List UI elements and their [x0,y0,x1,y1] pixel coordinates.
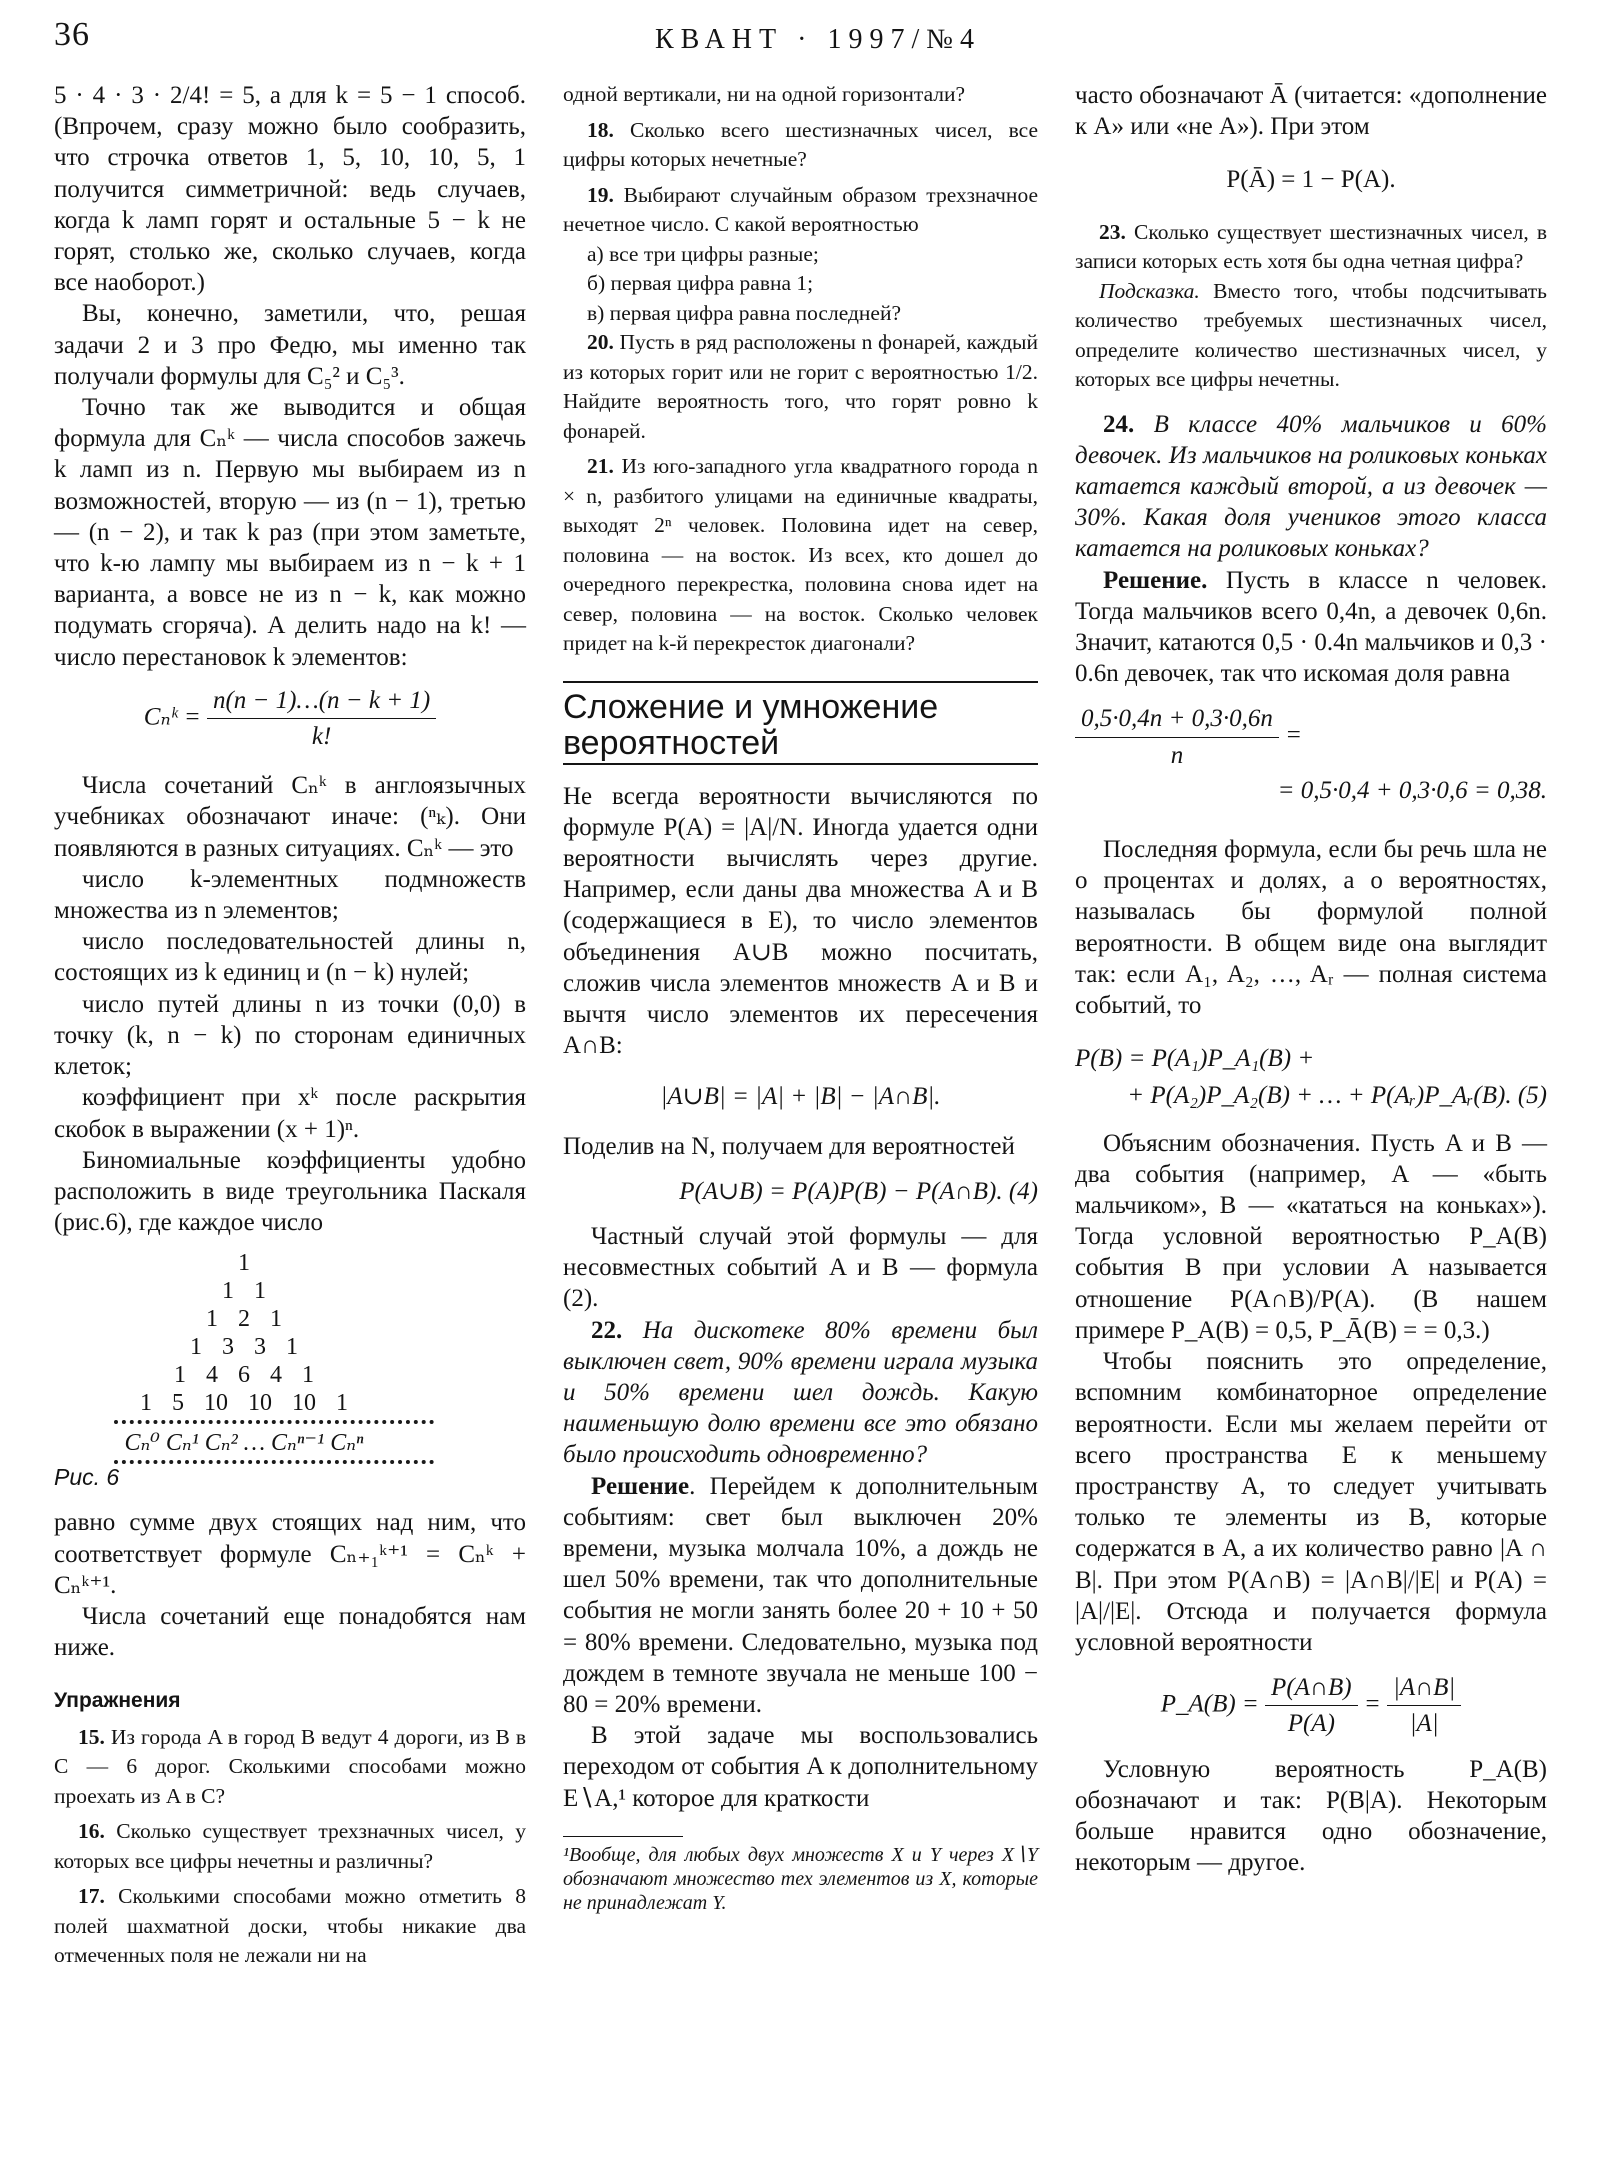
exercise-19-c: в) первая цифра равна последней? [587,300,901,325]
share-formula-result: = 0,5·0,4 + 0,3·0,6 = 0,38. [1277,776,1547,804]
pascal-number: 1 [286,1334,298,1361]
exercises-heading: Упражнения [54,1689,181,1713]
column-left [54,80,526,1971]
exercise-19 [563,181,1038,240]
list-item: число путей длины n из точки (0,0) в точку (k, n − k) по сторонам единичных клеток; [54,990,526,1081]
exercise-23 [1075,218,1547,277]
paragraph: Чтобы пояснить это определение, вспомним комбинаторное определение вероятности. Если мы желаем перейти от всего пространства E к меньшему пространству A, то следует учитывать только те элементы из B, которые содержатся в A, а их количество равно |A ∩ B|. При этом P(A∩B) = |A∩B|/|E| и P(A) = |A|/|E|. Отсюда и получается формула условной вероятности [1075,1348,1547,1656]
pascal-bottom-row: Cₙ⁰ Cₙ¹ Cₙ² … Cₙⁿ⁻¹ Cₙⁿ [124,1430,364,1457]
paragraph: Объясним обозначения. Пусть A и B — два события (например, A — «быть мальчиком», B — «кататься на коньках»). Тогда условной вероятностью P_A(B) события B при условии A называется отношение P(A∩B)/P(A). (В нашем примере P_A(B) = 0,5, P_Ā(B) = = 0,3.) [1075,1129,1547,1344]
exercise-number: 18. [587,117,614,142]
pascal-number: 10 [292,1390,316,1417]
column-middle [563,80,1038,1915]
pascal-number: 1 [336,1390,348,1417]
combination-formula [54,685,526,752]
list-item: коэффициент при xᵏ после раскрытия скобок в выражении (x + 1)ⁿ. [54,1084,526,1143]
pascal-row-2 [54,1276,434,1306]
pascal-number: 2 [238,1306,250,1333]
footnote: ¹Вообще, для любых двух множеств X и Y через X∖Y обозначают множество тех элементов из X, которые не принадлежат Y. [563,1843,1038,1914]
hint-23 [1075,277,1547,395]
paragraph: равно сумме двух стоящих над ним, что соответствует формуле Cₙ₊₁ᵏ⁺¹ = Cₙᵏ + Cₙᵏ⁺¹. [54,1509,526,1599]
exercise-19-a: а) все три цифры разные; [587,241,819,266]
exercise-text: В классе 40% мальчиков и 60% девочек. Из мальчиков на роликовых коньках катается каждый второй, а из девочек — 30%. Какая доля учеников этого класса катается на роликовых коньках? [1075,410,1547,563]
solution-label: Решение [591,1472,690,1500]
paragraph: Числа сочетаний еще понадобятся нам ниже. [54,1602,526,1662]
exercise-number: 24. [1103,410,1135,438]
solution-22 [563,1471,1038,1721]
pascal-number: 3 [222,1334,234,1361]
footnote-rule [563,1836,683,1837]
exercise-text: На дискотеке 80% времени был выключен свет, 90% времени играла музыка и 50% времени шел дождь. Какую наименьшую долю времени все это обязано было происходить одновременно? [563,1316,1039,1469]
paragraph: В этой задаче мы воспользовались переходом от события A к дополнительному E∖A,¹ которое для краткости [563,1722,1038,1812]
fraction-numerator: n(n − 1)…(n − k + 1) [207,685,436,719]
exercise-19-b: б) первая цифра равна 1; [587,271,814,295]
exercise-text: Сколькими способами можно отметить 8 полей шахматной доски, чтобы никакие два отмеченных поля не лежали ни на [54,1884,527,1968]
solution-label: Решение. [1103,566,1208,594]
list-item: число k-элементных подмножеств множества из n элементов; [54,865,526,925]
fraction-denominator: k! [311,723,332,751]
pascal-number: 10 [204,1390,228,1417]
paragraph: Вы, конечно, заметили, что, решая задачи 2 и 3 про Федю, мы именно так получали формулы для C₅² и C₅³. [54,300,526,390]
exercise-21 [563,452,1038,659]
list-item: число последовательностей длины n, состоящих из k единиц и (n − k) нулей; [54,928,526,987]
pascal-number: 1 [302,1362,314,1389]
pascal-number: 1 [206,1306,218,1333]
formula-5-line-1: P(B) = P(A₁)P_A₁(B) + [1075,1045,1315,1073]
fraction-denominator: |A| [1409,1710,1439,1738]
dotted-separator [114,1460,434,1470]
solution-text: Пусть в классе n человек. Тогда мальчиков всего 0,4n, а девочек 0,6n. Значит, катаются 0,5 · 0.4n мальчиков и 0,3 · 0.6n девочек, так что искомая доля равна [1075,566,1547,688]
equals-sign: = [1363,1690,1381,1718]
exercise-text: Из города A в город B ведут 4 дороги, из B в C — 6 дорог. Сколькими способами можно проехать из A в C? [54,1724,526,1808]
paragraph: часто обозначают Ā (читается: «дополнение к A» или «не A»). При этом [1075,82,1547,141]
pascal-row-3 [54,1304,434,1334]
pascal-row-4 [54,1332,434,1362]
exercise-20 [563,328,1038,446]
conditional-probability-formula [1075,1672,1547,1739]
running-head: КВАНТ · 1997/№4 [655,24,981,55]
exercise-17 [54,1882,526,1971]
complement-formula: P(Ā) = 1 − P(A). [1226,166,1396,194]
formula-lhs: Cₙᵏ = [143,703,201,731]
figure-caption: Рис. 6 [54,1464,120,1491]
exercise-text: Из юго-западного угла квадратного города n × n, разбитого улицами на единичные квадраты, выходят 2ⁿ человек. Половина идет на север, половина — на восток. Из всех, кто дошел до очередного перекрестка, половина снова идет на север, половина — на восток. Сколько человек придет на k-й перекресток диагонали? [563,454,1038,655]
formula-lhs: P_A(B) = [1160,1690,1259,1718]
pascal-number: 5 [172,1390,184,1417]
pascal-number: 3 [254,1334,266,1361]
fraction-numerator: P(A∩B) [1265,1672,1358,1706]
exercise-number: 20. [587,330,614,354]
fraction [1075,703,1279,770]
exercise-17-continued: одной вертикали, ни на одной горизонтали? [563,82,966,106]
fraction [1387,1672,1461,1739]
pascal-number: 4 [270,1362,282,1389]
fraction-denominator: P(A) [1287,1710,1335,1738]
paragraph: 5 · 4 · 3 · 2/4! = 5, а для k = 5 − 1 способ. (Впрочем, сразу можно было сообразить, что строчка ответов 1, 5, 10, 10, 5, 1 получится симметричной: ведь случаев, когда k ламп горят и остальные 5 − k не горят, столько же, сколько случаев, когда все наоборот.) [54,82,526,297]
exercise-18 [563,116,1038,175]
solution-24 [1075,565,1547,690]
fraction-denominator: n [1170,741,1184,769]
pascal-number: 1 [254,1278,266,1305]
hint-label: Подсказка. [1099,278,1200,303]
solution-text: . Перейдем к дополнительным событиям: свет был выключен 20% времени, музыка молчала 10%, а дождь не шел 50% времени, так что дополнительные события не могли занять более 20 + 10 + 50 = 80% времени. Следовательно, музыка под дождем в темноте звучала не меньше 100 − 80 = 20% времени. [563,1472,1038,1718]
exercise-number: 23. [1099,219,1126,244]
share-formula [1075,703,1547,770]
exercise-22 [563,1315,1038,1471]
exercise-number: 17. [78,1884,105,1909]
pascal-number: 1 [238,1250,250,1277]
paragraph: Частный случай этой формулы — для несовместных событий A и B — формула (2). [563,1222,1038,1313]
page-number: 36 [54,16,90,53]
pascal-row-6 [54,1388,434,1418]
exercise-text: Сколько всего шестизначных чисел, все цифры которых нечетные? [563,117,1039,171]
exercise-15 [54,1723,526,1812]
pascal-number: 6 [238,1362,250,1389]
fraction [207,685,436,752]
pascal-triangle-figure [54,1248,526,1493]
exercise-24 [1075,409,1547,565]
pascal-number: 1 [174,1362,186,1389]
pascal-number: 1 [190,1334,202,1361]
union-formula: |A∪B| = |A| + |B| − |A∩B|. [660,1083,941,1111]
pascal-number: 10 [248,1390,272,1417]
paragraph: Биномиальные коэффициенты удобно расположить в виде треугольника Паскаля (рис.6), где каждое число [54,1146,526,1237]
pascal-number: 1 [270,1306,282,1333]
exercise-text: Выбирают случайным образом трехзначное нечетное число. С какой вероятностью [563,182,1038,236]
paragraph: Точно так же выводится и общая формула для Cₙᵏ — числа способов зажечь k ламп из n. Первую мы выбираем из n возможностей, вторую — из (n − 1), третью — (n − 2), и так k раз (при этом заметьте, что k-ю лампу мы выбираем из n − k + 1 варианта, а вовсе не из n − k, как можно подумать сгоряча). А делить надо на k! — число перестановок k элементов: [54,394,526,671]
exercise-text: Сколько существует шестизначных чисел, в записи которых есть хотя бы одна четная цифра? [1075,219,1548,274]
exercise-text: Сколько существует трехзначных чисел, у которых все цифры нечетны и различны? [54,1819,526,1873]
paragraph: Числа сочетаний Cₙᵏ в англоязычных учебниках обозначают иначе: (ⁿₖ). Они появляются в разных ситуациях. Cₙᵏ — это [54,772,526,862]
fraction-numerator: |A∩B| [1387,1672,1461,1706]
pascal-row-5 [54,1360,434,1390]
pascal-number: 1 [140,1390,152,1417]
paragraph: Не всегда вероятности вычисляются по формуле P(A) = |A|/N. Иногда удается одни вероятности вычислять через другие. Например, если даны два множества A и B (содержащиеся в E), то число элементов объединения A∪B можно посчитать, сложив числа элементов множеств A и B и вычтя число элементов их пересечения A∩B: [563,782,1038,1060]
section-title: Сложение и умножение вероятностей [563,681,1038,765]
exercise-number: 15. [78,1724,105,1749]
paragraph: Условную вероятность P_A(B) обозначают и так: P(B|A). Некоторым больше нравится одно обозначение, некоторым — другое. [1075,1755,1547,1877]
pascal-number: 4 [206,1362,218,1389]
exercise-16 [54,1817,526,1876]
formula-5-line-2: + P(A₂)P_A₂(B) + … + P(Aᵣ)P_Aᵣ(B). (5) [1127,1082,1547,1110]
exercise-number: 22. [591,1316,623,1344]
exercise-text: Пусть в ряд расположены n фонарей, каждый из которых горит или не горит с вероятностью 1/2. Найдите вероятность того, что горят ровно k фонарей. [563,330,1038,443]
equals-sign: = [1285,721,1302,749]
formula-4: P(A∪B) = P(A)P(B) − P(A∩B). (4) [679,1177,1038,1205]
hint-text: Вместо того, чтобы подсчитывать количество требуемых шестизначных чисел, определите количество шестизначных чисел, у которых все цифры нечетны. [1075,278,1547,392]
exercise-number: 16. [78,1819,105,1844]
exercise-number: 21. [587,454,614,478]
fraction [1265,1672,1358,1739]
paragraph: Последняя формула, если бы речь шла не о процентах и долях, а о вероятностях, называлась бы формулой полной вероятности. В общем виде она выглядит так: если A₁, A₂, …, Aᵣ — полная система событий, то [1075,836,1547,1020]
fraction-numerator: 0,5·0,4n + 0,3·0,6n [1075,703,1279,737]
column-right [1075,80,1547,1878]
pascal-row-1 [54,1248,434,1278]
exercise-number: 19. [587,182,614,207]
pascal-number: 1 [222,1278,234,1305]
paragraph: Поделив на N, получаем для вероятностей [563,1132,1015,1160]
